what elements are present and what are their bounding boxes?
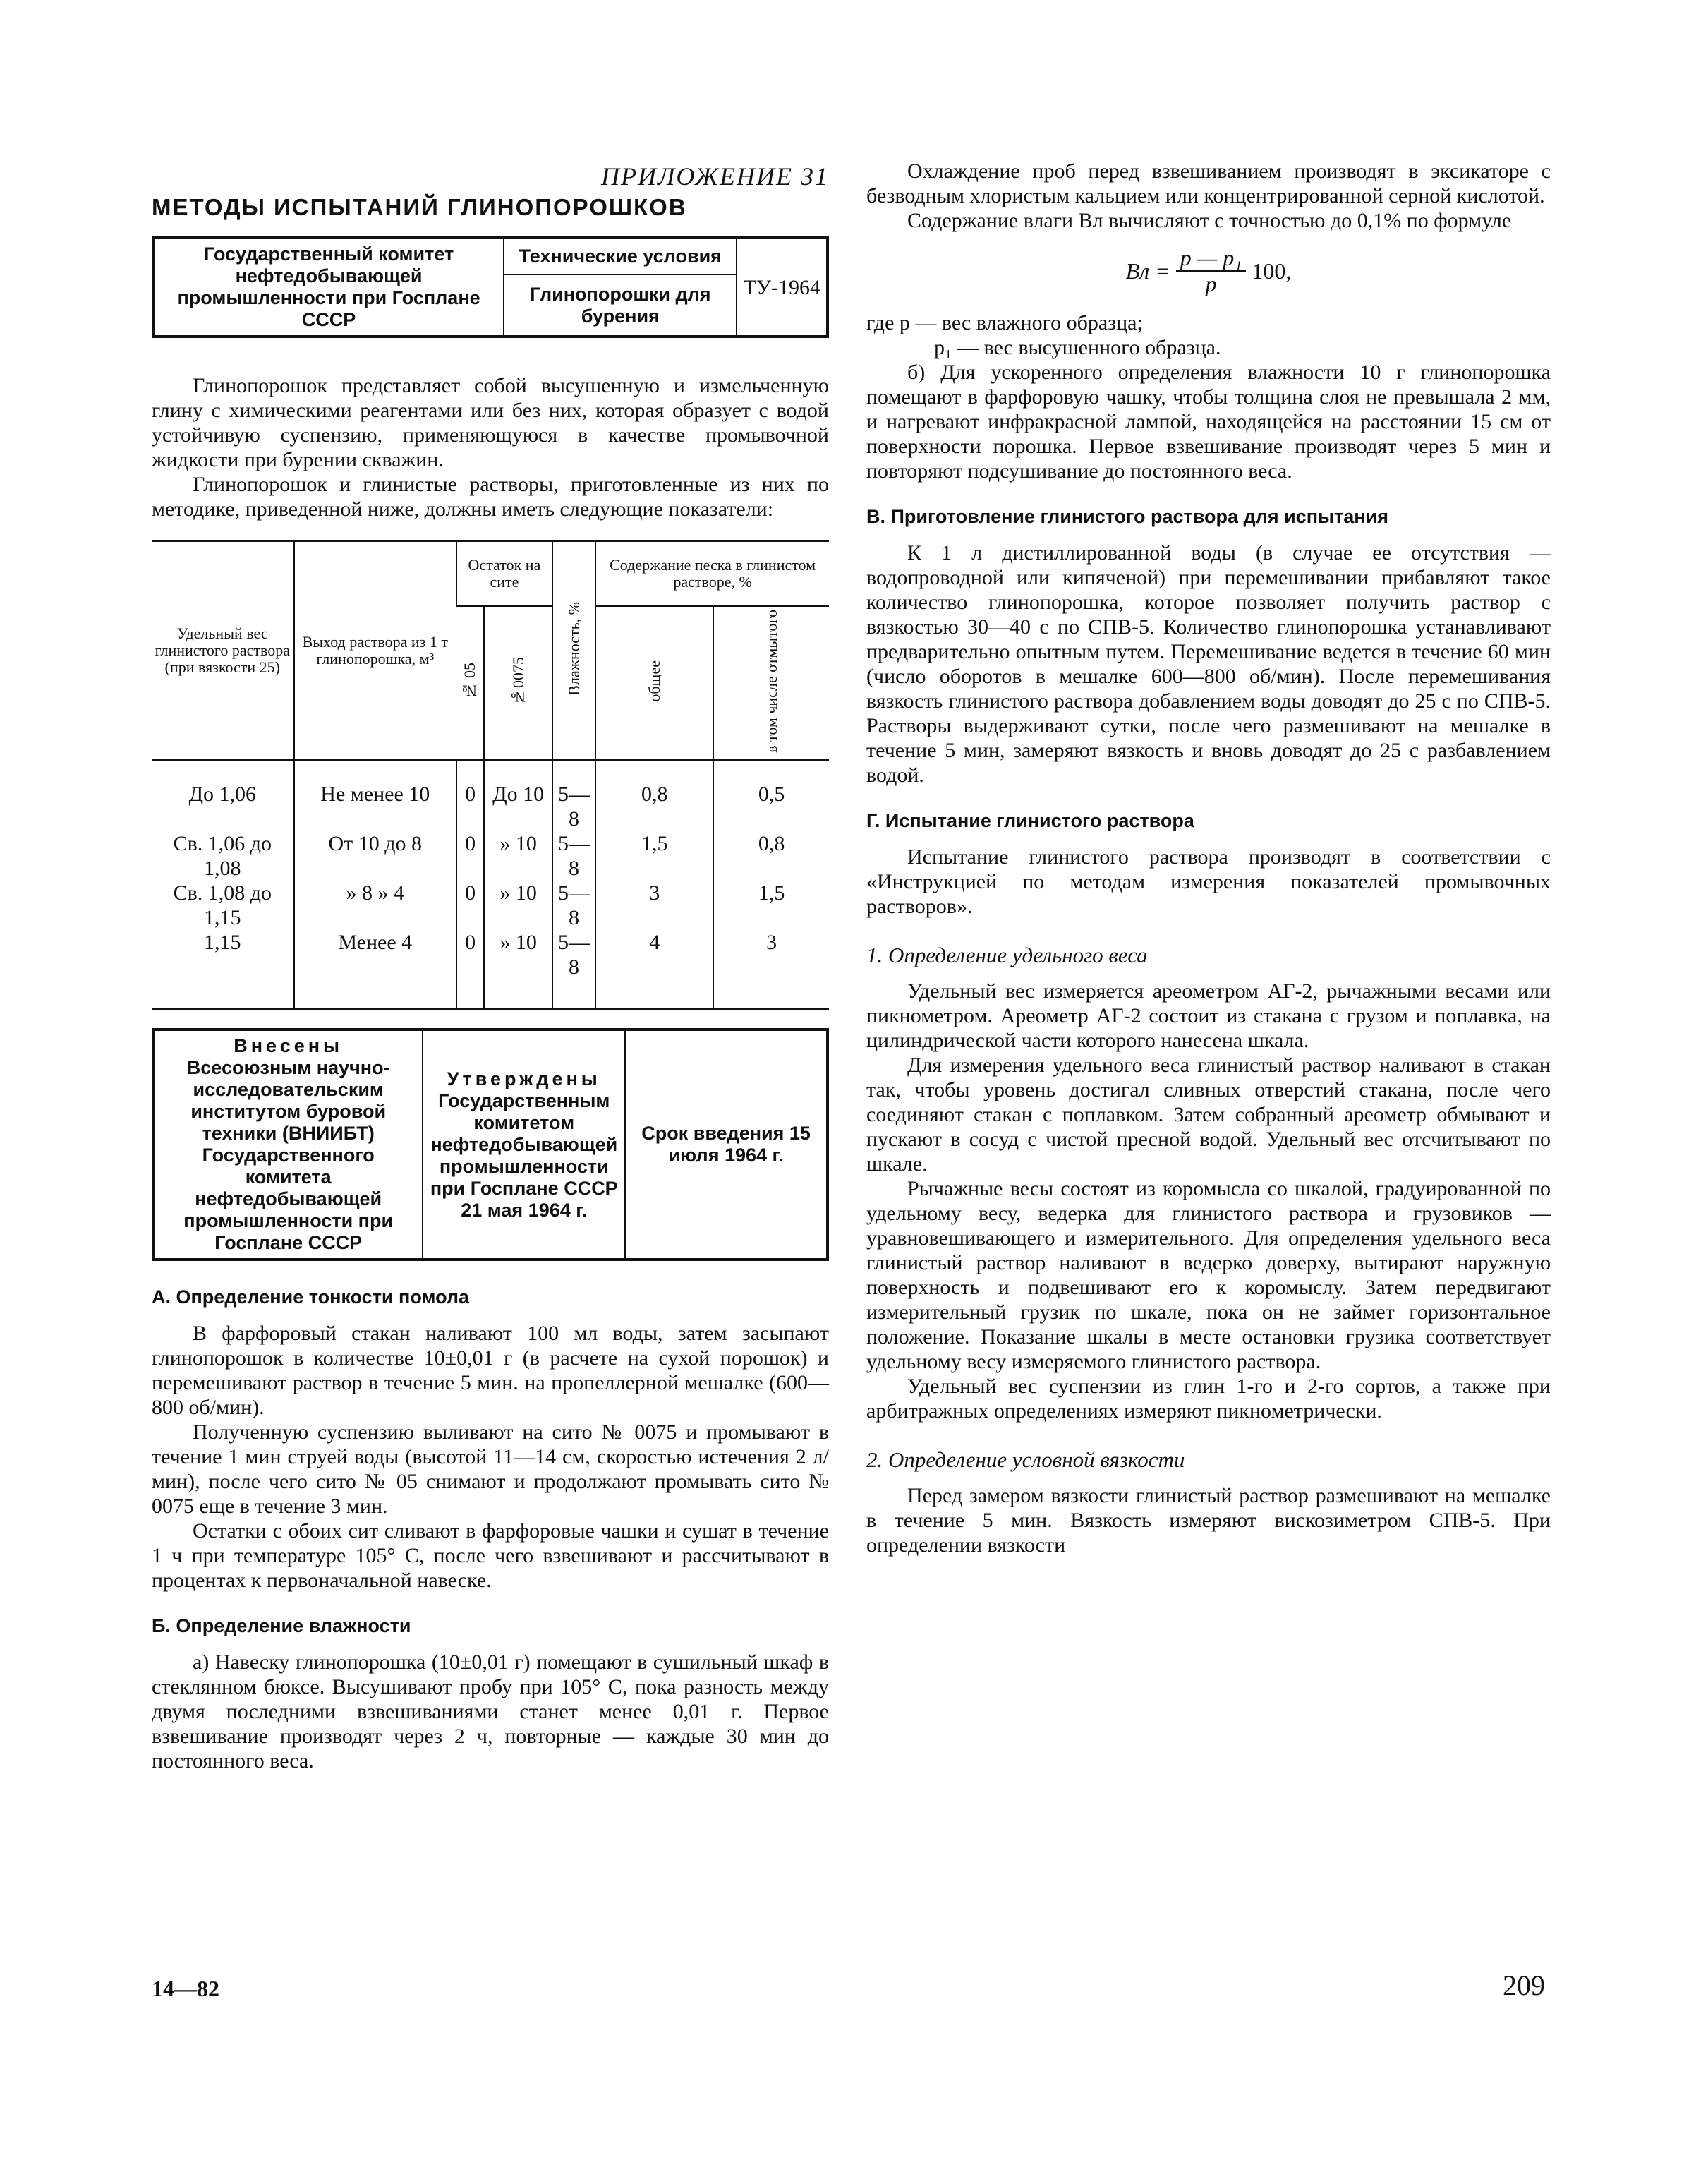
page-title: МЕТОДЫ ИСПЫТАНИЙ ГЛИНОПОРОШКОВ bbox=[152, 194, 687, 220]
table-row: Св. 1,08 до 1,15 » 8 » 4 0 » 10 5—8 3 1,5 bbox=[152, 881, 829, 930]
formula-where-2: p₁ — вес высушенного образца. bbox=[934, 336, 1221, 359]
approval-effective: Срок введения 15 июля 1964 г. bbox=[625, 1030, 828, 1260]
moisture-formula: Вл = $\frac{\text{p — p₁}}{p}$ 100, bbox=[1125, 245, 1292, 296]
section-b-paragraph-a: а) Навеску глинопорошка (10±0,01 г) помещают в сушильный шкаф в стеклянном бюксе. Высушивают пробу при 105° С, пока разность между двумя последними взвешиваниями станет менее 0,01 г. Первое взвешивание производят через 2 ч, повторные — каждые 30 мин до постоянного веса. bbox=[152, 1650, 829, 1773]
col-density-header: Удельный вес глинистого раствора (при вязкости 25) bbox=[152, 541, 294, 761]
formula-where-1: где p — вес влажного образца; bbox=[866, 311, 1143, 334]
indicators-table bbox=[152, 540, 829, 1010]
approval-introduced: Внесены Всесоюзным научно-исследовательским институтом буровой техники (ВНИИБТ) Государственного комитета нефтедобывающей промышленности при Госплане СССР bbox=[153, 1030, 423, 1260]
section-a-paragraph: Полученную суспензию выливают на сито № 0075 и промывают в течение 1 мин струей воды (высотой 11—14 см, скоростью истечения 2 л/мин), после чего сито № 05 снимают и продолжают промывать сито № 0075 еще в течение 3 мин. bbox=[152, 1420, 829, 1518]
section-g-paragraph: Испытание глинистого раствора производят в соответствии с «Инструкцией по методам измерения показателей промывочных растворов». bbox=[866, 845, 1551, 918]
col-moisture-header: Влажность, % bbox=[552, 541, 595, 761]
subsection-1-paragraph: Удельный вес измеряется ареометром АГ-2, рычажными весами или пикнометром. Ареометр АГ-2 состоит из стакана с грузом и поплавка, на цилиндрической части которого нанесена шкала. bbox=[866, 979, 1551, 1052]
subsection-2-heading: 2. Определение условной вязкости bbox=[866, 1447, 1185, 1472]
right-column bbox=[866, 159, 1551, 1557]
col-sieve2-header: №0075 bbox=[484, 606, 552, 760]
section-g-heading: Г. Испытание глинистого раствора bbox=[866, 810, 1194, 831]
col-unwashed-header: в том числе отмытого bbox=[713, 606, 829, 760]
footer-signature: 14—82 bbox=[152, 1976, 219, 2001]
header-product: Глинопорошки для бурения bbox=[504, 274, 737, 337]
appendix-label: ПРИЛОЖЕНИЕ 31 bbox=[601, 162, 829, 191]
col-sand-header: Содержание песка в глинистом растворе, % bbox=[595, 541, 829, 607]
table-row: До 1,06 Не менее 10 0 До 10 5—8 0,8 0,5 bbox=[152, 760, 829, 831]
approval-table bbox=[152, 1028, 829, 1261]
header-org: Государственный комитет нефтедобывающей промышленности при Госплане СССР bbox=[153, 238, 504, 337]
cooling-paragraph: Охлаждение проб перед взвешиванием производят в эксикаторе с безводным хлористым кальцием или концентрированной серной кислотой. bbox=[866, 159, 1551, 207]
section-a-paragraph: В фарфоровый стакан наливают 100 мл воды, затем засыпают глинопорошок в количестве 10±0,01 г (в расчете на сухой порошок) и перемешивают раствор в течение 5 мин. на пропеллерной мешалке (600—800 об/мин). bbox=[152, 1322, 829, 1419]
col-total-header: общее bbox=[595, 606, 713, 760]
section-b-heading: Б. Определение влажности bbox=[152, 1615, 411, 1636]
section-v-heading: В. Приготовление глинистого раствора для испытания bbox=[866, 506, 1388, 527]
header-code: ТУ-1964 bbox=[737, 238, 828, 337]
table-row: 1,15 Менее 4 0 » 10 5—8 4 3 bbox=[152, 930, 829, 1009]
section-a-heading: А. Определение тонкости помола bbox=[152, 1286, 470, 1308]
subsection-1-paragraph: Для измерения удельного веса глинистый раствор наливают в стакан так, чтобы уровень достигал сливных отверстий стакана, после чего соединяют стакан с поплавком. Затем собранный ареометр обмывают и пускают в сосуд с чистой пресной водой. Удельный вес отсчитывают по шкале. bbox=[866, 1054, 1551, 1176]
section-v-paragraph: К 1 л дистиллированной воды (в случае ее отсутствия — водопроводной или кипяченой) при перемешивании прибавляют такое количество глинопорошка, которое позволяет получить раствор с вязкостью 30—40 с по СПВ-5. Количество глинопорошка устанавливают предварительно опытным путем. Перемешивание ведется в течение 60 мин (число оборотов в мешалке 600—800 об/мин). После перемешивания вязкость глинистого раствора добавлением воды доводят до 25 с по СПВ-5. Растворы выдерживают сутки, после чего размешивают на мешалке в течение 5 мин, замеряют вязкость и вновь доводят до 25 с разбавлением водой. bbox=[866, 541, 1551, 787]
page-number: 209 bbox=[1503, 1969, 1545, 2001]
approval-approved: Утверждены Государственным комитетом нефтедобывающей промышленности при Госплане СССР 21 мая 1964 г. bbox=[423, 1030, 625, 1260]
subsection-2-paragraph: Перед замером вязкости глинистый раствор размешивают на мешалке в течение 5 мин. Вязкость измеряют вискозиметром СПВ-5. При определении вязкости bbox=[866, 1484, 1551, 1557]
moisture-intro: Содержание влаги Вл вычисляют с точностью до 0,1% по формуле bbox=[907, 209, 1512, 232]
subsection-1-paragraph: Удельный вес суспензии из глин 1-го и 2-го сортов, а также при арбитражных определениях измеряют пикнометрически. bbox=[866, 1375, 1551, 1423]
subsection-1-paragraph: Рычажные весы состоят из коромысла со шкалой, градуированной по удельному весу, ведерка для глинистого раствора и грузовиков — уравновешивающего и измерительного. Для определения удельного веса глинистый раствор наливают в ведерко доверху, вытирают наружную поверхность и подвешивают его к коромыслу. Затем передвигают измерительный грузик по шкале, пока он не займет горизонтальное положение. Показание шкалы в месте остановки грузика соответствует удельному весу измеряемого глинистого раствора. bbox=[866, 1177, 1551, 1373]
section-b-paragraph-b: б) Для ускоренного определения влажности 10 г глинопорошка помещают в фарфоровую чашку, чтобы толщина слоя не превышала 2 мм, и нагревают инфракрасной лампой, находящейся на расстоянии 15 см от поверхности порошка. Первое взвешивание производят через 5 мин и повторяют подсушивание до постоянного веса. bbox=[866, 361, 1551, 483]
section-a-paragraph: Остатки с обоих сит сливают в фарфоровые чашки и сушат в течение 1 ч при температуре 105° С, после чего взвешивают и рассчитывают в процентах к первоначальной навеске. bbox=[152, 1519, 829, 1592]
col-sieve1-header: № 05 bbox=[456, 606, 484, 760]
intro-paragraph-2: Глинопорошок и глинистые растворы, приготовленные из них по методике, приведенной ниже, должны иметь следующие показатели: bbox=[152, 473, 829, 521]
header-table bbox=[152, 236, 829, 338]
subsection-1-heading: 1. Определение удельного веса bbox=[866, 943, 1148, 967]
col-yield-header: Выход раствора из 1 т глинопорошка, м³ bbox=[294, 541, 456, 761]
table-row: Св. 1,06 до 1,08 От 10 до 8 0 » 10 5—8 1,5 0,8 bbox=[152, 831, 829, 881]
col-residue-header: Остаток на сите bbox=[456, 541, 552, 607]
header-tech: Технические условия bbox=[504, 238, 737, 274]
intro-paragraph-1: Глинопорошок представляет собой высушенную и измельченную глину с химическими реагентами или без них, которая образует с водой устойчивую суспензию, применяющуюся в качестве промывочной жидкости при бурении скважин. bbox=[152, 374, 829, 471]
left-column bbox=[152, 159, 829, 1773]
